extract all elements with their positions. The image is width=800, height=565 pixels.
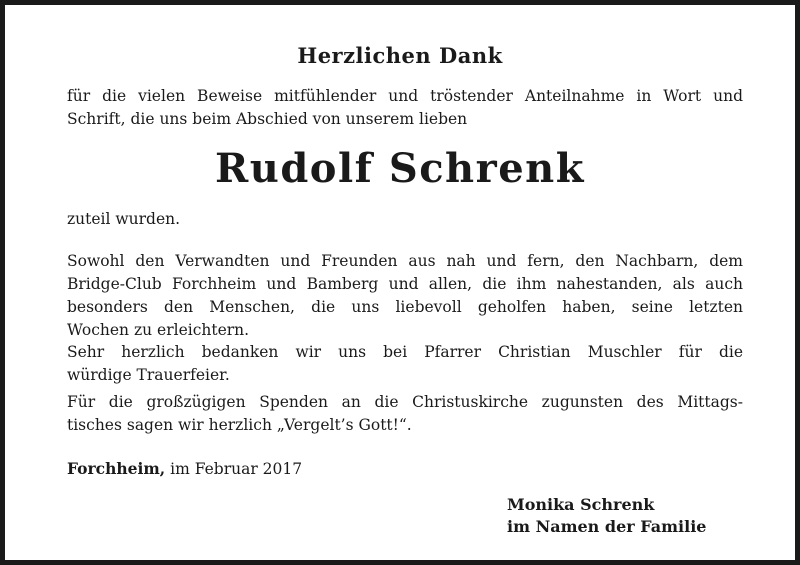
paragraph-line: tisches sagen wir herzlich „Vergelt’s Gott!“. (67, 416, 412, 434)
paragraph-line: Sowohl den Verwandten und Freunden aus nah und fern, den Nachbarn, dem (67, 252, 743, 270)
intro-paragraph (67, 85, 743, 131)
paragraph-line: Bridge-Club Forchheim und Bamberg und allen, die ihm nahestanden, als auch (67, 275, 743, 293)
place-name: Forchheim, (67, 459, 166, 478)
paragraph-line: würdige Trauerfeier. (67, 366, 230, 384)
zuteil-line: zuteil wurden. (67, 210, 181, 228)
place-date-line (67, 457, 302, 481)
notice-heading: Herzlichen Dank (297, 43, 503, 68)
signature-block (507, 494, 706, 538)
paragraph-line: besonders den Menschen, die uns liebevoll geholfen haben, seine letzten (67, 298, 743, 316)
signature-name: Monika Schrenk (507, 495, 655, 514)
deceased-name: Rudolf Schrenk (215, 145, 585, 192)
thanks-paragraph-relatives (67, 250, 743, 342)
paragraph-line: Wochen zu erleichtern. (67, 321, 250, 339)
intro-line: für die vielen Beweise mitfühlender und tröstender Anteilnahme in Wort und (67, 87, 743, 105)
paragraph-line: Sehr herzlich bedanken wir uns bei Pfarrer Christian Muschler für die (67, 343, 743, 361)
paragraph-line: Für die großzügigen Spenden an die Christuskirche zugunsten des Mittags- (67, 393, 743, 411)
thanks-paragraph-donations (67, 391, 743, 437)
thanks-paragraph-pastor (67, 341, 743, 387)
date-text: im Februar 2017 (170, 460, 303, 478)
intro-line: Schrift, die uns beim Abschied von unserem lieben (67, 110, 468, 128)
signature-family: im Namen der Familie (507, 517, 707, 536)
